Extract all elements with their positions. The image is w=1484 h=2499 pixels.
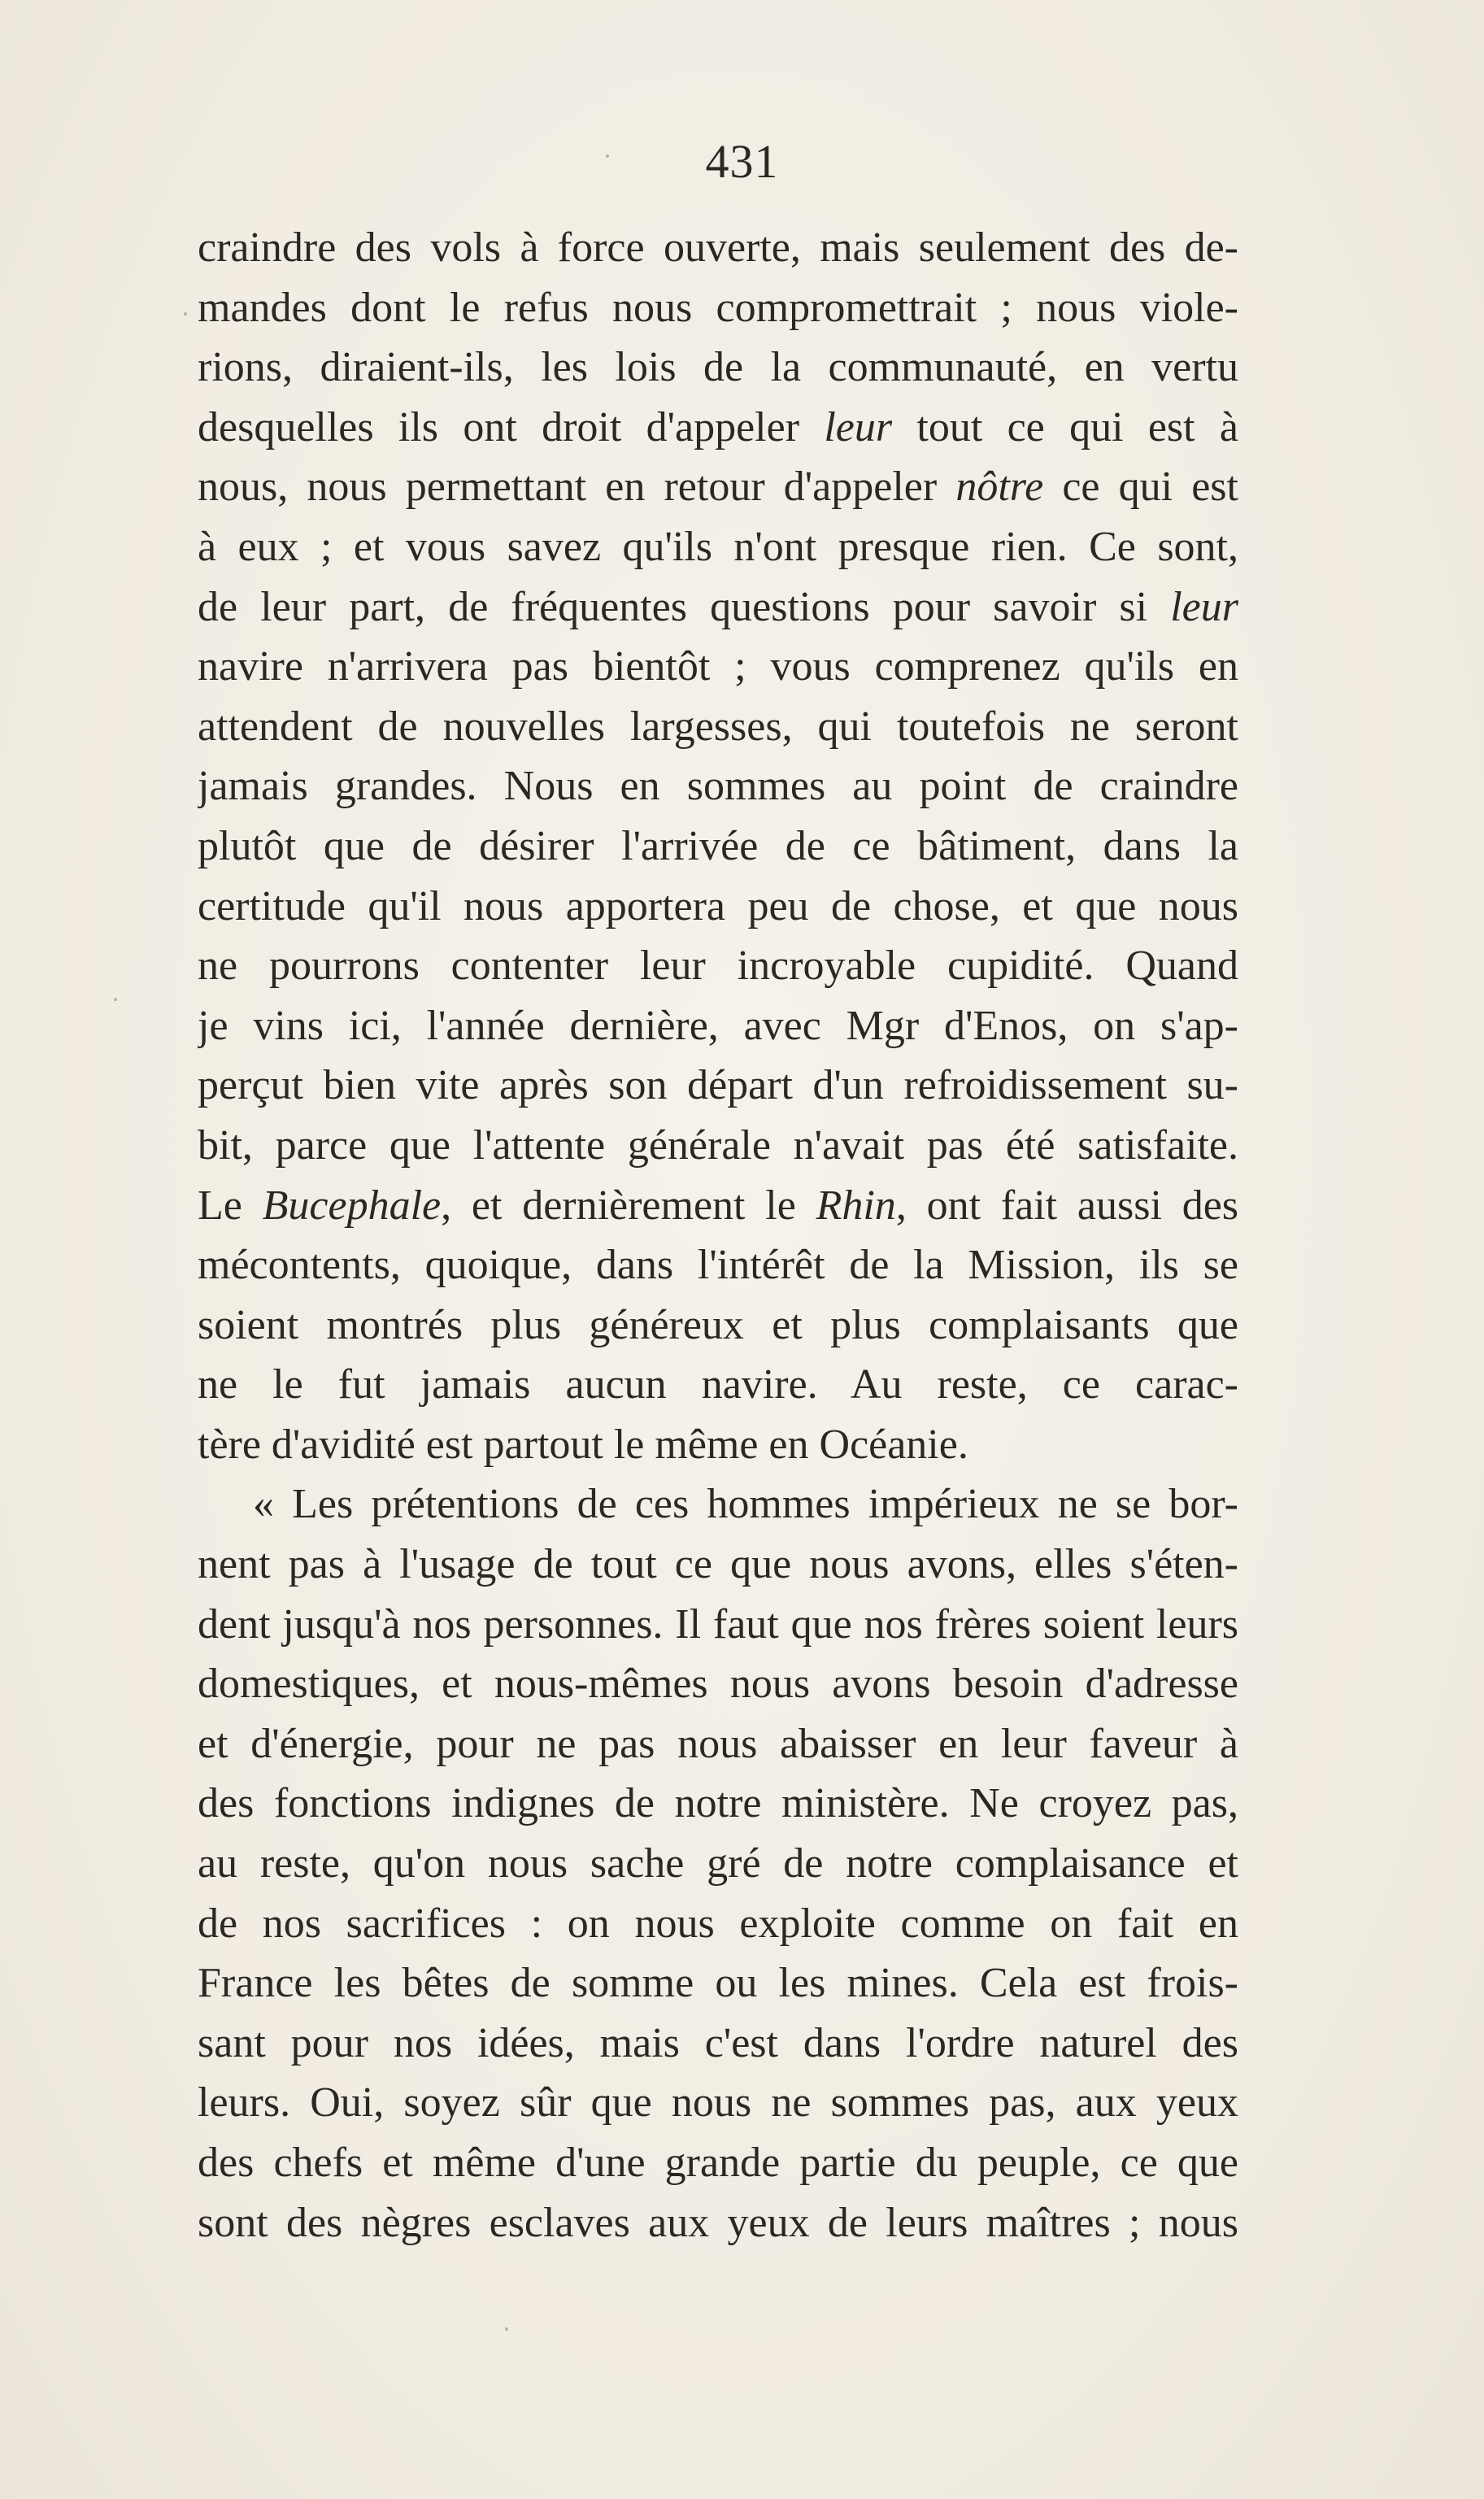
- text-run: leurs. Oui, soyez sûr que nous ne sommes pas, aux yeux: [198, 2079, 1238, 2127]
- italic-text: nôtre: [955, 464, 1044, 511]
- text-run: jamais grandes. Nous en sommes au point de craindre: [198, 763, 1238, 810]
- text-run: mécontents, quoique, dans l'intérêt de la Mission, ils se: [198, 1242, 1238, 1289]
- text-run: craindre des vols à force ouverte, mais seulement des de-: [198, 224, 1238, 271]
- text-line: [198, 1714, 1238, 1774]
- text-run: bit, parce que l'attente générale n'avait pas été satisfaite.: [198, 1121, 1238, 1169]
- text-run: certitude qu'il nous apportera peu de chose, et que nous: [198, 882, 1238, 930]
- text-line: [198, 996, 1238, 1056]
- text-run: soient montrés plus généreux et plus complaisants que: [198, 1301, 1238, 1348]
- text-line: [198, 1834, 1238, 1894]
- text-line: [198, 1595, 1238, 1655]
- text-run: , ont fait aussi des: [895, 1182, 1238, 1229]
- text-line: [198, 517, 1238, 577]
- text-run: plutôt que de désirer l'arrivée de ce bâtiment, dans la: [198, 822, 1238, 869]
- text-run: ce qui est: [1043, 464, 1238, 511]
- text-run: Le: [198, 1182, 263, 1229]
- text-run: rions, diraient-ils, les lois de la communauté, en vertu: [198, 344, 1238, 391]
- text-run: attendent de nouvelles largesses, qui toutefois ne seront: [198, 703, 1238, 750]
- text-line: [198, 1235, 1238, 1295]
- text-run: dent jusqu'à nos personnes. Il faut que nos frères soient leurs: [198, 1600, 1238, 1648]
- text-run: , et dernièrement le: [441, 1182, 816, 1229]
- text-line: [198, 577, 1238, 638]
- text-run: et d'énergie, pour ne pas nous abaisser en leur faveur à: [198, 1720, 1238, 1767]
- text-line: [198, 697, 1238, 757]
- text-run: nous, nous permettant en retour d'appeler: [198, 464, 956, 511]
- text-run: nent pas à l'usage de tout ce que nous avons, elles s'éten-: [198, 1541, 1238, 1588]
- text-run: tout ce qui est à: [892, 403, 1238, 451]
- text-run: mandes dont le refus nous compromettrait ; nous viole-: [198, 284, 1238, 331]
- text-run: à eux ; et vous savez qu'ils n'ont presque rien. Ce sont,: [198, 523, 1238, 570]
- text-line: [198, 1474, 1238, 1535]
- text-line: [198, 1953, 1238, 2014]
- text-line: [198, 278, 1238, 338]
- text-line: [198, 1295, 1238, 1356]
- text-line: [198, 398, 1238, 458]
- paper-speck: [505, 2327, 508, 2331]
- text-line: [198, 637, 1238, 697]
- text-run: navire n'arrivera pas bientôt ; vous comprenez qu'ils en: [198, 643, 1238, 690]
- text-run: « Les prétentions de ces hommes impérieux ne se bor-: [253, 1481, 1238, 1528]
- text-line: [198, 1056, 1238, 1116]
- paper-speck: [606, 155, 609, 158]
- text-line: [198, 2073, 1238, 2133]
- text-line: [198, 1894, 1238, 1954]
- text-run: domestiques, et nous-mêmes nous avons besoin d'adresse: [198, 1661, 1238, 1708]
- text-run: ne pourrons contenter leur incroyable cupidité. Quand: [198, 943, 1238, 990]
- text-line: [198, 1176, 1238, 1236]
- page-number: 431: [705, 135, 779, 188]
- text-line: [198, 936, 1238, 996]
- text-run: des fonctions indignes de notre ministère. Ne croyez pas,: [198, 1780, 1238, 1827]
- text-line: [198, 218, 1238, 278]
- italic-text: Rhin: [816, 1182, 896, 1229]
- text-line: [198, 1774, 1238, 1834]
- text-line: [198, 877, 1238, 937]
- text-line: [198, 1535, 1238, 1595]
- italic-text: Bucephale: [262, 1182, 442, 1229]
- text-run: de leur part, de fréquentes questions pour savoir si: [198, 583, 1171, 630]
- text-line: [198, 1355, 1238, 1415]
- text-run: sant pour nos idées, mais c'est dans l'ordre naturel des: [198, 2019, 1238, 2066]
- text-run: au reste, qu'on nous sache gré de notre complaisance et: [198, 1840, 1238, 1887]
- paper-speck: [184, 312, 187, 316]
- text-line: [198, 756, 1238, 816]
- text-run: perçut bien vite après son départ d'un refroidissement su-: [198, 1062, 1238, 1109]
- text-run: des chefs et même d'une grande partie du peuple, ce que: [198, 2140, 1238, 2186]
- text-run: ne le fut jamais aucun navire. Au reste, ce carac-: [198, 1361, 1238, 1408]
- text-line: [198, 1116, 1238, 1176]
- text-line: [198, 1415, 1238, 1475]
- text-line: [198, 2193, 1238, 2253]
- text-line: [198, 816, 1238, 877]
- text-run: France les bêtes de somme ou les mines. Cela est frois-: [198, 1960, 1238, 2007]
- text-run: de nos sacrifices : on nous exploite comme on fait en: [198, 1900, 1238, 1947]
- italic-text: leur: [824, 403, 893, 451]
- text-line: [198, 457, 1238, 517]
- text-run: desquelles ils ont droit d'appeler: [198, 403, 825, 451]
- body-text: [198, 218, 1238, 2253]
- text-line: [198, 2133, 1238, 2193]
- italic-text: leur: [1170, 583, 1238, 630]
- text-line: [198, 2014, 1238, 2074]
- paper-speck: [114, 998, 117, 1001]
- text-run: sont des nègres esclaves aux yeux de leurs maîtres ; nous: [198, 2199, 1238, 2246]
- text-run: tère d'avidité est partout le même en Océanie.: [198, 1421, 968, 1468]
- text-line: [198, 337, 1238, 398]
- text-run: je vins ici, l'année dernière, avec Mgr d'Enos, on s'ap-: [198, 1002, 1238, 1049]
- text-line: [198, 1654, 1238, 1714]
